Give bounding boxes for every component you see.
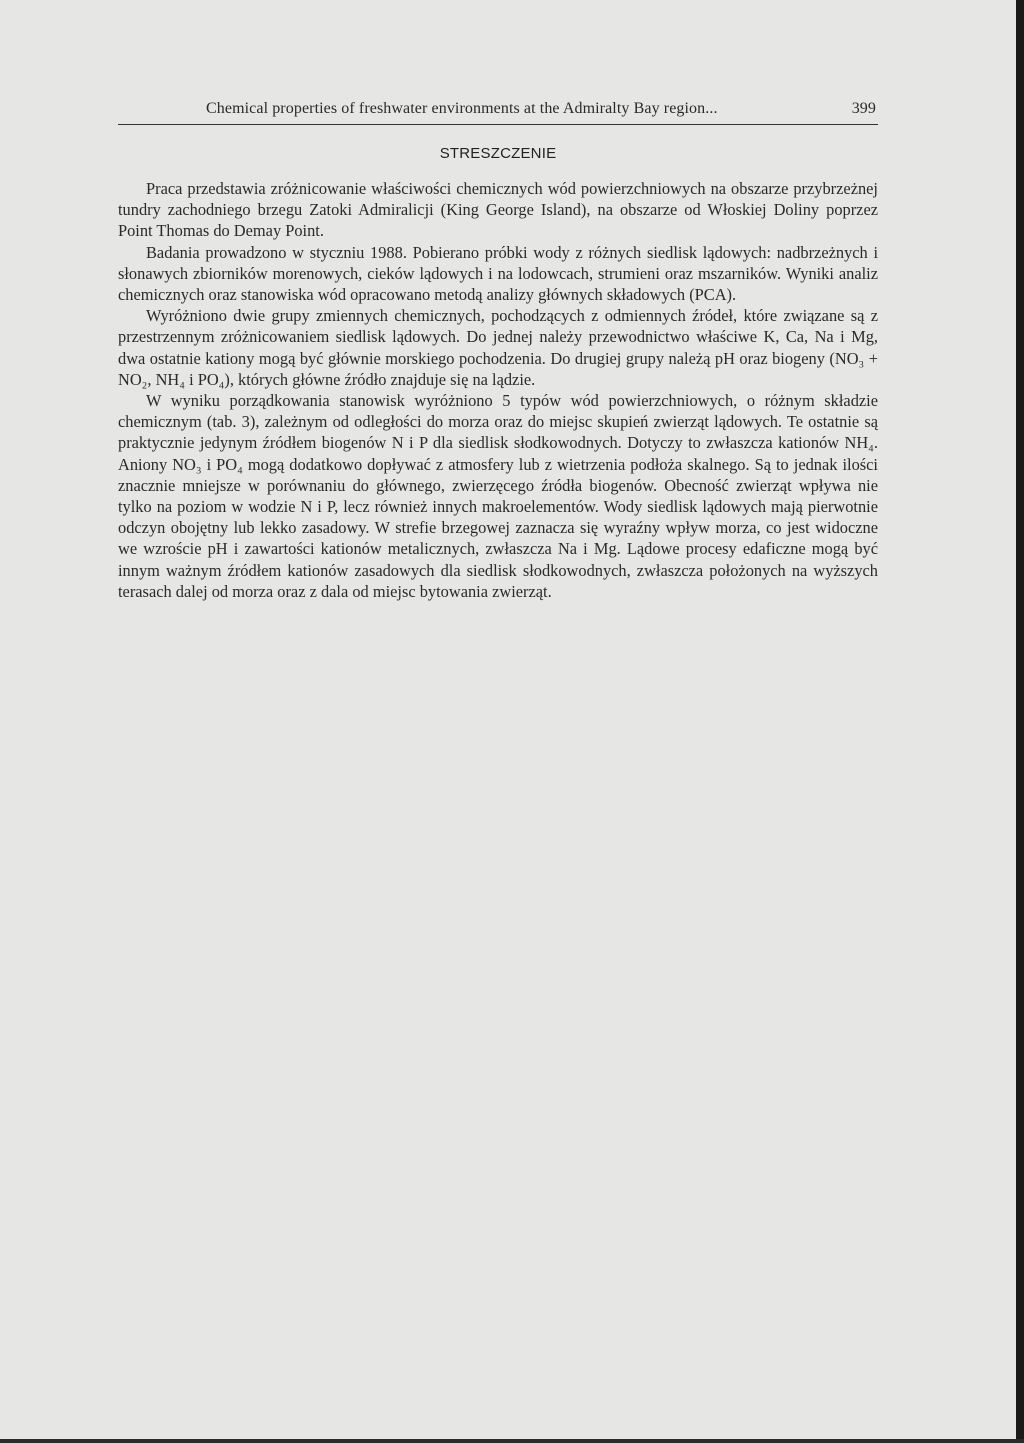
- section-title: STRESZCZENIE: [439, 145, 557, 162]
- scan-edge-bottom: [0, 1439, 1024, 1443]
- paragraph: W wyniku porządkowania stanowisk wyróżniono 5 typów wód powierzchniowych, o różnym składzie chemicznym (tab. 3), zależnym od odległości do morza oraz do miejsc skupień zwierząt lądowych. Te ostatnie są praktycznie jedynym źródłem biogenów N i P dla siedlisk słodkowodnych. Dotyczy to zwłaszcza kationów NH₄. Aniony NO₃ i PO₄ mogą dodatkowo dopływać z atmosfery lub z wietrzenia podłoża skalnego. Są to jednak ilości znacznie mniejsze w porównaniu do głównego, zwierzęcego źródła biogenów. Obecność zwierząt wpływa nie tylko na poziom w wodzie N i P, lecz również innych makroelementów. Wody siedlisk lądowych mają pierwotnie odczyn obojętny lub lekko zasadowy. W strefie brzegowej zaznacza się wyraźny wpływ morza, co jest widoczne we wzroście pH i zawartości kationów metalicznych, zwłaszcza Na i Mg. Lądowe procesy edaficzne mogą być innym ważnym źródłem kationów zasadowych dla siedlisk słodkowodnych, zwłaszcza położonych na wyższych terasach dalej od morza oraz z dala od miejsc bytowania zwierząt.: [118, 391, 878, 601]
- paragraph: Praca przedstawia zróżnicowanie właściwości chemicznych wód powierzchniowych na obszarze przybrzeżnej tundry zachodniego brzegu Zatoki Admiralicji (King George Island), na obszarze od Włoskiej Doliny poprzez Point Thomas do Demay Point.: [118, 179, 878, 241]
- page-content: [118, 100, 878, 602]
- running-header: [118, 100, 878, 125]
- paragraph: Wyróżniono dwie grupy zmiennych chemicznych, pochodzących z odmiennych źródeł, które związane są z przestrzennym zróżnicowaniem siedlisk lądowych. Do jednej należy przewodnictwo właściwe K, Ca, Na i Mg, dwa ostatnie kationy mogą być głównie morskiego pochodzenia. Do drugiej grupy należą pH oraz biogeny (NO₃ + NO₂, NH₄ i PO₄), których główne źródło znajduje się na lądzie.: [118, 306, 878, 389]
- page-number: 399: [851, 100, 876, 117]
- paragraph: Badania prowadzono w styczniu 1988. Pobierano próbki wody z różnych siedlisk lądowych: nadbrzeżnych i słonawych zbiorników morenowych, cieków lądowych i na lodowcach, strumieni oraz mszarników. Wyniki analiz chemicznych oraz stanowiska wód opracowano metodą analizy głównych składowych (PCA).: [118, 242, 878, 305]
- running-title: Chemical properties of freshwater environments at the Admiralty Bay region...: [206, 100, 718, 117]
- scan-edge: [1016, 0, 1024, 1443]
- abstract-body: [118, 178, 878, 602]
